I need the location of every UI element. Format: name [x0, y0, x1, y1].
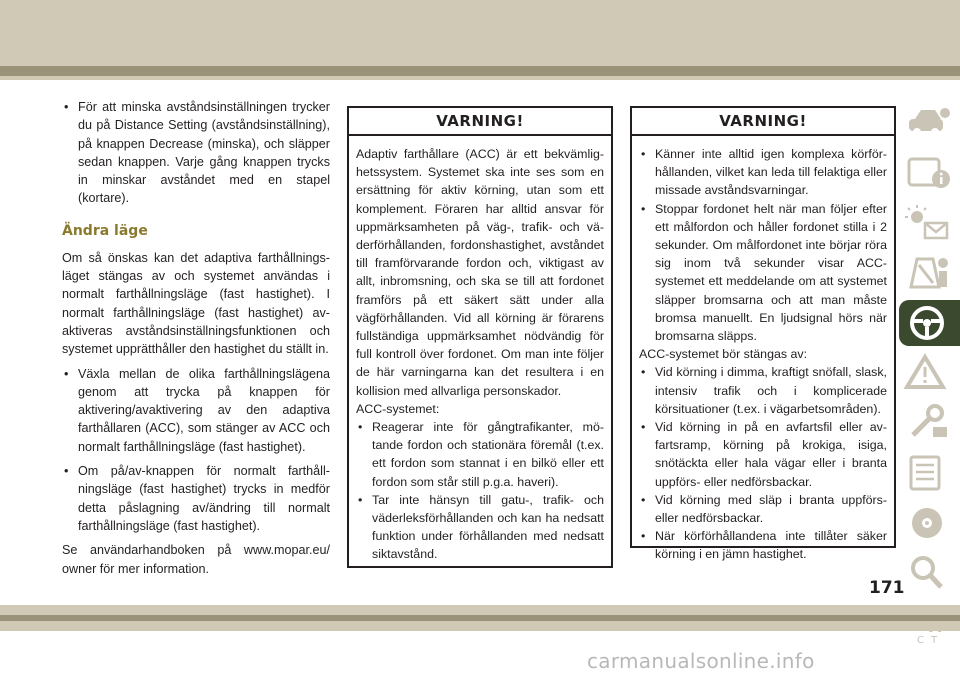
alphabet-letter: C [917, 635, 924, 646]
service-wrench-icon [903, 403, 953, 443]
section-heading: Ändra läge [62, 222, 148, 239]
warning-body [349, 136, 611, 564]
list-item: • Känner inte alltid igen komplexa körförhållanden, vilket kan leda till felaktiga eller missade avståndsvarningar. [639, 145, 887, 200]
tab-specifications[interactable] [899, 450, 960, 496]
list-item: • Tar inte hänsyn till gatu-, trafik- och väderleksförhållanden och kan ha nedsatt funktion under förhållanden med nedsatt siktavstånd. [356, 491, 604, 564]
car-overview-icon [903, 103, 953, 143]
info-icon [903, 153, 953, 193]
list-item: • Stoppar fordonet helt när man följer efter ett målfordon och håller fordonet stilla i 2 sekunder. Om målfordonet inte börjar röra sig inom två sekunder visar ACC-systemet ett meddelande om att systemet släpper bromsarna och att man måste bromsa manuellt. En ljudsignal hörs när bromsarna släpps. [639, 200, 887, 346]
tab-info[interactable] [899, 150, 960, 196]
warning-body [632, 136, 894, 564]
search-index-icon [903, 553, 953, 593]
list-item: • Reagerar inte för gångtrafikanter, mötande fordon och stationära föremål (t.ex. ett fordon som stannat i en bilkö eller ett fordon som står still p.g.a. haveri). [356, 418, 604, 491]
list-item: • Växla mellan de olika farthållningslägena genom att trycka på knappen för aktivering/avaktivering av den adaptiva farthållaren (ACC), som stänger av ACC och normalt farthållningsläge (fast hastighet). [62, 365, 330, 456]
warning-paragraph: Adaptiv farthållare (ACC) är ett bekvämlighetssystem. Systemet ska inte ses som en ersättning för aktiv körning, utan som ett komplement. Föraren har alltid ansvar för uppmärksamheten på väg-, trafik- och väderförhållanden, fordonshastighet, avståndet till framförvarande fordon och, viktigast av allt, inbromsning, och ska se till att fordonet framförs på ett säkert sätt under alla vägförhållanden. Vid all körning är förarens fullständiga uppmärksamhet nödvändig för full kontroll över fordonet. Om man inte följer de här varningarna kan det resultera i en kollision med allvarliga personskador. [356, 147, 604, 398]
warning-title: VARNING! [632, 108, 894, 136]
warning-lights-messages-icon [903, 203, 953, 243]
warning-list [639, 145, 887, 345]
chapter-tabs [899, 100, 960, 650]
paragraph-reference: Se användarhandboken på www.mopar.eu/ owner för mer information. [62, 543, 330, 576]
safety-seatbelt-icon [903, 253, 953, 293]
tab-service[interactable] [899, 400, 960, 446]
emergency-triangle-icon [903, 353, 953, 393]
tab-safety[interactable] [899, 250, 960, 296]
list-item: • När körförhållandena inte tillåter säker körning i en jämn hastighet. [639, 527, 887, 563]
tab-driving[interactable] [899, 300, 960, 346]
warning-list [639, 363, 887, 563]
tab-warning-lights[interactable] [899, 200, 960, 246]
tab-multimedia[interactable] [899, 500, 960, 546]
bottom-stripe [0, 615, 960, 621]
steering-wheel-icon [903, 303, 953, 343]
tab-car-overview[interactable] [899, 100, 960, 146]
bullet-list-2 [62, 365, 330, 536]
page-number: 171 [869, 578, 905, 598]
tab-index-search[interactable] [899, 550, 960, 596]
list-item: • Vid körning in på en avfartsfil eller avfartsramp, körning på krokiga, isiga, snötäckta eller hala vägar eller i branta uppförs- eller nedförsbackar. [639, 418, 887, 491]
paragraph: Om så önskas kan det adaptiva farthållningsläget stängas av och systemet användas i normalt farthållningsläge (fast hastighet). I normalt farthållningsläge (fast hastighet) avaktiveras avståndsinställningsfunktionen och systemet upprätthåller den hastighet du ställt in. [62, 250, 330, 357]
warning-box-2 [630, 106, 896, 562]
warning-title: VARNING! [349, 108, 611, 136]
warning-intro: ACC-systemet: [356, 401, 440, 416]
alphabet-letter: T [931, 635, 938, 646]
left-column [62, 98, 330, 584]
top-stripe [0, 66, 960, 76]
bullet-list-1 [62, 98, 330, 208]
bottom-band [0, 605, 960, 631]
specifications-list-icon [903, 453, 953, 493]
warning-list [356, 418, 604, 564]
list-item: • För att minska avståndsinställningen trycker du på Distance Setting (avståndsinställning), på knappen Decrease (minska), och släpper sedan knappen. Varje gång knappen trycks in minskar avståndet med en stapel (kortare). [62, 98, 330, 208]
list-item: • Vid körning med släp i branta uppförs- eller nedförsbackar. [639, 491, 887, 527]
warning-intro: ACC-systemet bör stängas av: [639, 347, 808, 362]
tab-emergency[interactable] [899, 350, 960, 396]
warning-box-1 [347, 106, 613, 568]
list-item: • Vid körning i dimma, kraftigt snöfall, slask, intensiv trafik och i komplicerade körsituationer (t.ex. i vägarbetsområden). [639, 363, 887, 418]
list-item: • Om på/av-knappen för normalt farthållningsläge (fast hastighet) trycks in medför detta påslagning av/ändring till normalt farthållningsläge (fast hastighet). [62, 462, 330, 535]
watermark-text: carmanualsonline.info [587, 649, 815, 673]
top-band [0, 0, 960, 80]
multimedia-disc-icon [903, 503, 953, 543]
